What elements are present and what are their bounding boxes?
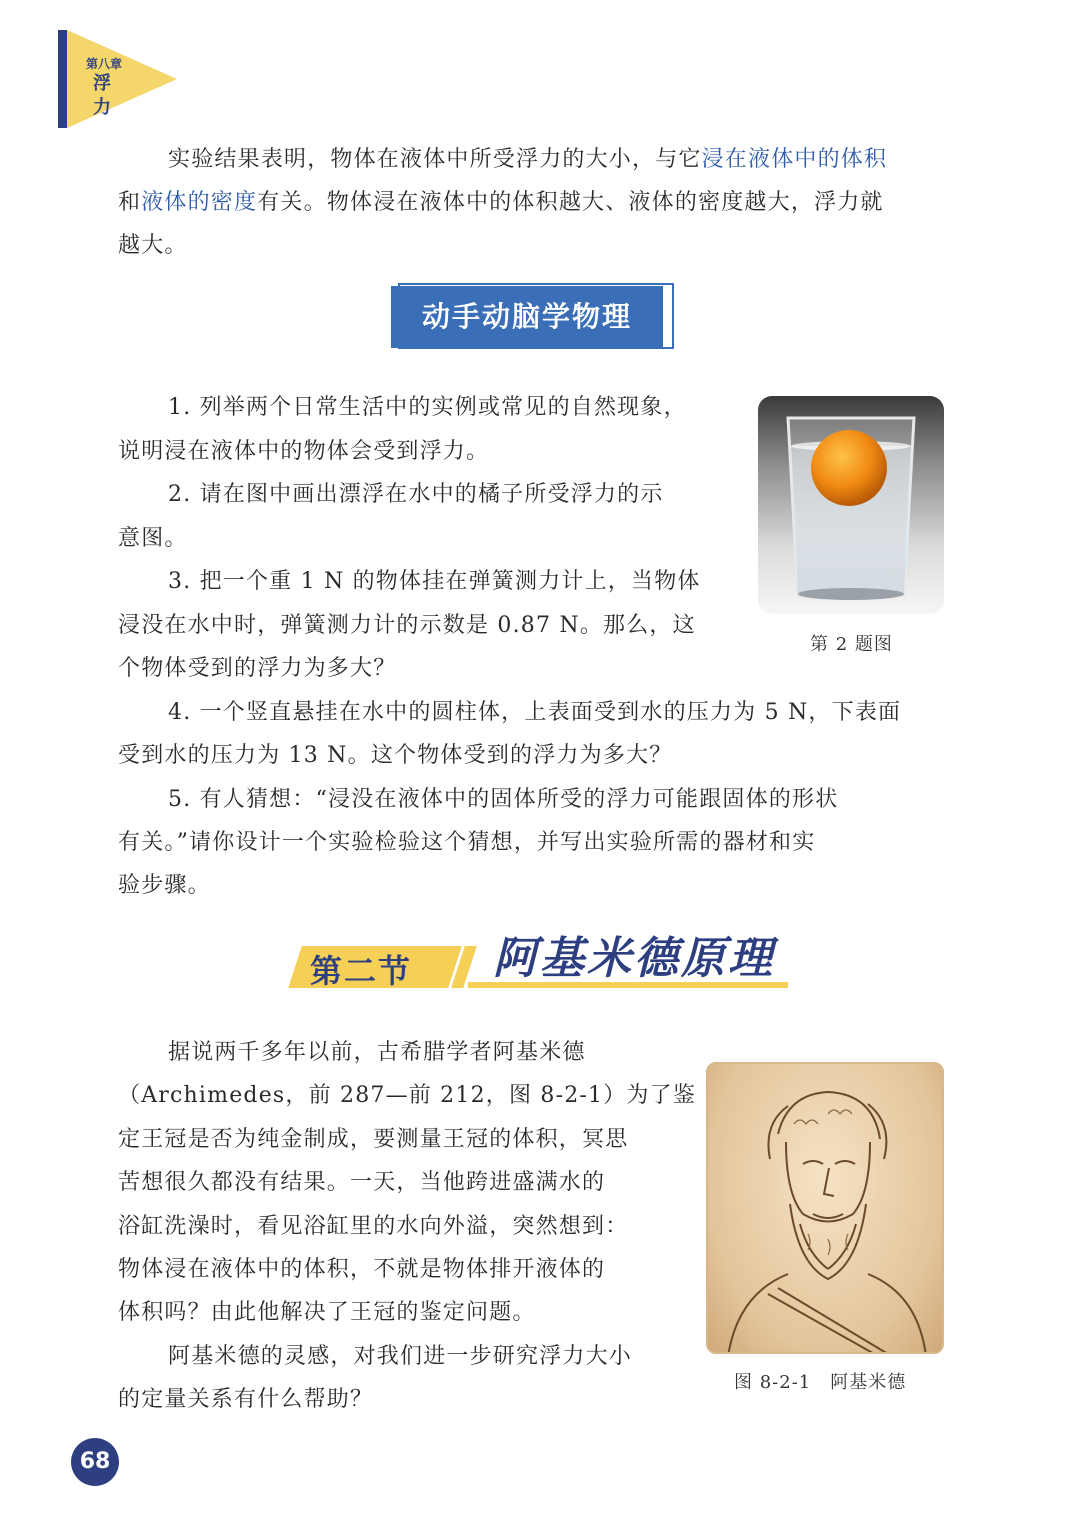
question-4-line-1: 4. 一个竖直悬挂在水中的圆柱体，上表面受到水的压力为 5 N，下表面 <box>168 700 902 725</box>
question-2-line-1: 2. 请在图中画出漂浮在水中的橘子所受浮力的示 <box>168 482 664 507</box>
section-label: 第二节 <box>310 952 413 990</box>
chapter-title: 浮 力 <box>93 73 157 118</box>
chapter-heading <box>74 56 157 120</box>
orange-in-water-image <box>758 396 944 614</box>
intro-line-1 <box>168 138 887 181</box>
section-title: 阿基米德原理 <box>493 933 775 984</box>
story-line-1: 据说两千多年以前，古希腊学者阿基米德 <box>168 1040 586 1065</box>
activity-box-title: 动手动脑学物理 <box>421 300 632 333</box>
chapter-accent-bar <box>58 30 67 128</box>
story-line-7: 体积吗？由此他解决了王冠的鉴定问题。 <box>118 1300 536 1325</box>
intro-text: 和 <box>118 190 142 215</box>
question-3-line-2: 浸没在水中时，弹簧测力计的示数是 0.87 N。那么，这 <box>118 613 696 638</box>
story-line-6: 物体浸在液体中的体积，不就是物体排开液体的 <box>118 1257 606 1282</box>
question-5-line-3: 验步骤。 <box>118 873 211 898</box>
question-1-line-1: 1. 列举两个日常生活中的实例或常见的自然现象， <box>168 395 687 420</box>
figure-q2-caption: 第 2 题图 <box>810 634 893 655</box>
highlight-volume: 浸在液体中的体积 <box>701 147 888 172</box>
question-3-line-1: 3. 把一个重 1 N 的物体挂在弹簧测力计上，当物体 <box>168 569 701 594</box>
intro-text: 实验结果表明，物体在液体中所受浮力的大小，与它 <box>168 147 702 172</box>
story-line-3: 定王冠是否为纯金制成，要测量王冠的体积，冥思 <box>118 1127 629 1152</box>
story-question-line-2: 的定量关系有什么帮助？ <box>118 1387 374 1412</box>
story-line-4: 苦想很久都没有结果。一天，当他跨进盛满水的 <box>118 1170 606 1195</box>
question-5-line-2: 有关。”请你设计一个实验检验这个猜想，并写出实验所需的器材和实 <box>118 830 816 855</box>
intro-line-2 <box>118 181 884 224</box>
intro-text: 有关。物体浸在液体中的体积越大、液体的密度越大，浮力就 <box>257 190 884 215</box>
question-3-line-3: 个物体受到的浮力为多大？ <box>118 656 397 681</box>
question-2-line-2: 意图。 <box>118 526 188 551</box>
archimedes-portrait-image <box>706 1062 944 1354</box>
question-4-line-2: 受到水的压力为 13 N。这个物体受到的浮力为多大？ <box>118 743 673 768</box>
story-line-2: （Archimedes，前 287—前 212，图 8-2-1）为了鉴 <box>118 1083 697 1108</box>
highlight-density: 液体的密度 <box>141 190 258 215</box>
story-line-5: 浴缸洗澡时，看见浴缸里的水向外溢，突然想到： <box>118 1214 629 1239</box>
intro-line-3: 越大。 <box>118 233 188 258</box>
question-5-line-1: 5. 有人猜想：“浸没在液体中的固体所受的浮力可能跟固体的形状 <box>168 787 839 812</box>
page-number: 68 <box>71 1438 119 1486</box>
chapter-number: 第八章 <box>85 57 122 71</box>
figure-archimedes-caption: 图 8-2-1 阿基米德 <box>734 1372 907 1393</box>
question-1-line-2: 说明浸在液体中的物体会受到浮力。 <box>118 439 490 464</box>
story-question-line-1: 阿基米德的灵感，对我们进一步研究浮力大小 <box>168 1344 633 1369</box>
